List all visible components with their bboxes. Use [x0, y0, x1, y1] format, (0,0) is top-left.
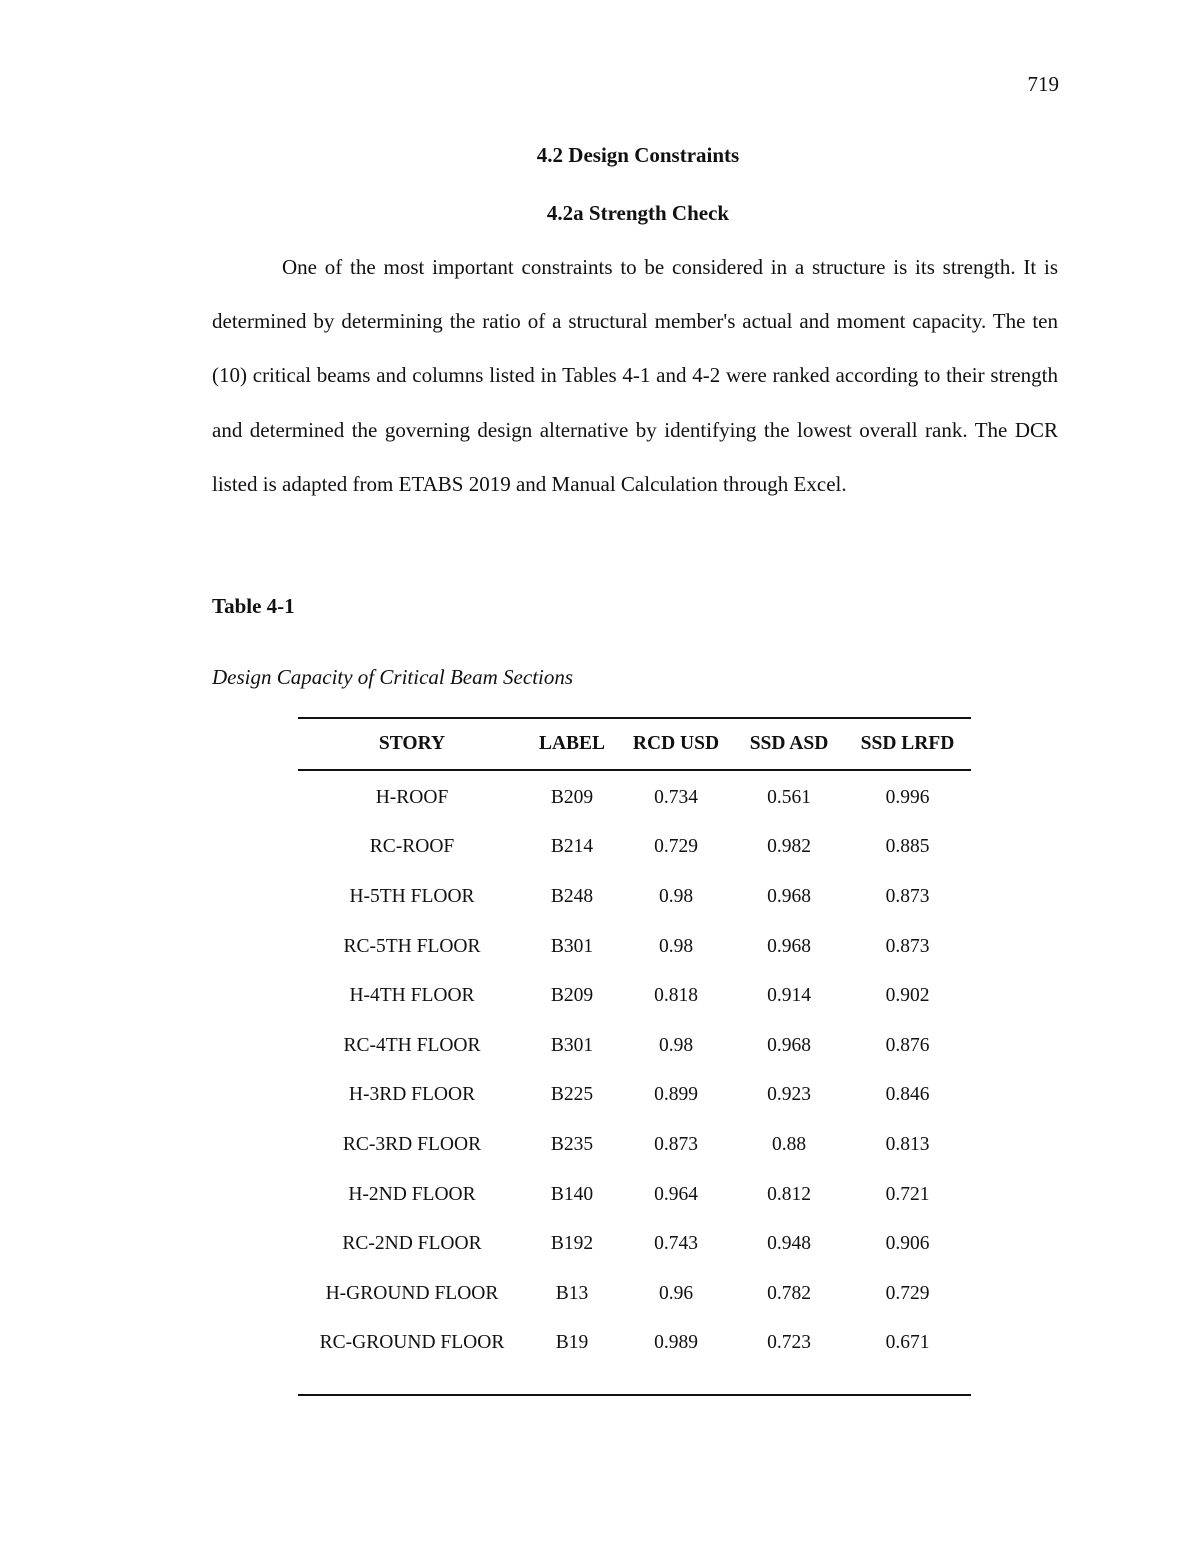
table-row	[298, 1170, 971, 1220]
cell-story: RC-ROOF	[369, 836, 455, 858]
header-ssd-asd: SSD ASD	[734, 718, 844, 770]
cell-rcd-usd: 0.98	[658, 885, 694, 907]
cell-ssd-asd: 0.723	[734, 1319, 844, 1395]
cell-rcd-usd: 0.96	[658, 1282, 694, 1304]
table-row	[298, 1319, 971, 1395]
table-row	[298, 922, 971, 972]
table-row	[298, 1269, 971, 1319]
cell-story: H-2ND FLOOR	[348, 1183, 476, 1205]
cell-story: H-3RD FLOOR	[348, 1084, 476, 1106]
body-paragraph-container	[212, 240, 1058, 511]
cell-label: B248	[550, 885, 594, 907]
table-row	[298, 823, 971, 873]
cell-story: RC-GROUND FLOOR	[298, 1319, 526, 1395]
cell-rcd-usd: 0.734	[654, 786, 698, 808]
cell-ssd-asd: 0.782	[767, 1282, 811, 1304]
cell-ssd-lrfd: 0.996	[885, 786, 930, 808]
table-row	[298, 1071, 971, 1121]
cell-story: H-5TH FLOOR	[349, 885, 475, 907]
cell-ssd-lrfd: 0.846	[885, 1084, 930, 1106]
cell-label: B13	[555, 1282, 589, 1304]
cell-label: B214	[550, 836, 594, 858]
table-row	[298, 770, 971, 823]
cell-story: RC-4TH FLOOR	[343, 1034, 481, 1056]
cell-story: H-GROUND FLOOR	[325, 1282, 499, 1304]
cell-ssd-lrfd: 0.721	[885, 1183, 930, 1205]
cell-ssd-asd: 0.968	[767, 885, 811, 907]
header-label: LABEL	[526, 718, 618, 770]
cell-story: RC-5TH FLOOR	[343, 935, 481, 957]
cell-ssd-lrfd: 0.906	[885, 1233, 930, 1255]
header-story: STORY	[298, 718, 526, 770]
table-label: Table 4-1	[212, 594, 295, 618]
table-row	[298, 1219, 971, 1269]
cell-story: H-ROOF	[375, 786, 449, 808]
header-rcd-usd: RCD USD	[618, 718, 734, 770]
cell-rcd-usd: 0.98	[658, 1034, 694, 1056]
cell-ssd-lrfd: 0.729	[885, 1282, 930, 1304]
cell-ssd-asd: 0.968	[767, 935, 811, 957]
cell-ssd-asd: 0.968	[767, 1034, 811, 1056]
table-row	[298, 1120, 971, 1170]
cell-rcd-usd: 0.873	[654, 1133, 698, 1155]
cell-ssd-lrfd: 0.873	[885, 885, 930, 907]
cell-ssd-lrfd: 0.671	[844, 1319, 971, 1395]
table-row	[298, 872, 971, 922]
cell-story: RC-2ND FLOOR	[342, 1233, 482, 1255]
cell-ssd-asd: 0.948	[767, 1233, 811, 1255]
cell-ssd-asd: 0.812	[767, 1183, 811, 1205]
cell-label: B19	[526, 1319, 618, 1395]
body-paragraph: One of the most important constraints to be considered in a structure is its strength. It is determined by determining the ratio of a structural member's actual and moment capacity. The ten (10) critical beams and columns listed in Tables 4-1 and 4-2 were ranked according to their strength and determined the governing design alternative by identifying the lowest overall rank. The DCR listed is adapted from ETABS 2019 and Manual Calculation through Excel.	[212, 255, 1058, 496]
cell-ssd-asd: 0.982	[767, 836, 811, 858]
design-capacity-table	[298, 717, 971, 1396]
cell-ssd-asd: 0.88	[771, 1133, 807, 1155]
cell-rcd-usd: 0.899	[654, 1084, 698, 1106]
header-ssd-lrfd: SSD LRFD	[844, 718, 971, 770]
cell-ssd-lrfd: 0.873	[885, 935, 930, 957]
section-title: 4.2 Design Constraints	[536, 143, 740, 167]
cell-rcd-usd: 0.818	[654, 985, 698, 1007]
cell-rcd-usd: 0.989	[618, 1319, 734, 1395]
cell-label: B235	[550, 1133, 594, 1155]
cell-label: B209	[550, 985, 594, 1007]
subsection-title: 4.2a Strength Check	[546, 201, 730, 225]
cell-ssd-asd: 0.923	[767, 1084, 811, 1106]
page-number: 719	[1027, 72, 1059, 96]
table-row	[298, 971, 971, 1021]
cell-ssd-lrfd: 0.902	[885, 985, 930, 1007]
cell-ssd-asd: 0.561	[767, 786, 811, 808]
cell-label: B192	[550, 1233, 594, 1255]
cell-ssd-lrfd: 0.876	[885, 1034, 930, 1056]
cell-label: B209	[550, 786, 594, 808]
table-row	[298, 1021, 971, 1071]
cell-story: H-4TH FLOOR	[349, 985, 475, 1007]
cell-rcd-usd: 0.743	[654, 1233, 698, 1255]
cell-label: B301	[550, 1034, 594, 1056]
cell-rcd-usd: 0.729	[654, 836, 698, 858]
table-caption: Design Capacity of Critical Beam Sections	[212, 665, 574, 689]
cell-ssd-lrfd: 0.813	[885, 1133, 930, 1155]
cell-ssd-asd: 0.914	[767, 985, 811, 1007]
cell-story: RC-3RD FLOOR	[342, 1133, 482, 1155]
cell-ssd-lrfd: 0.885	[885, 836, 930, 858]
cell-label: B225	[550, 1084, 594, 1106]
cell-rcd-usd: 0.98	[658, 935, 694, 957]
cell-label: B140	[550, 1183, 594, 1205]
table-header-row	[298, 718, 971, 770]
cell-label: B301	[550, 935, 594, 957]
cell-rcd-usd: 0.964	[654, 1183, 698, 1205]
